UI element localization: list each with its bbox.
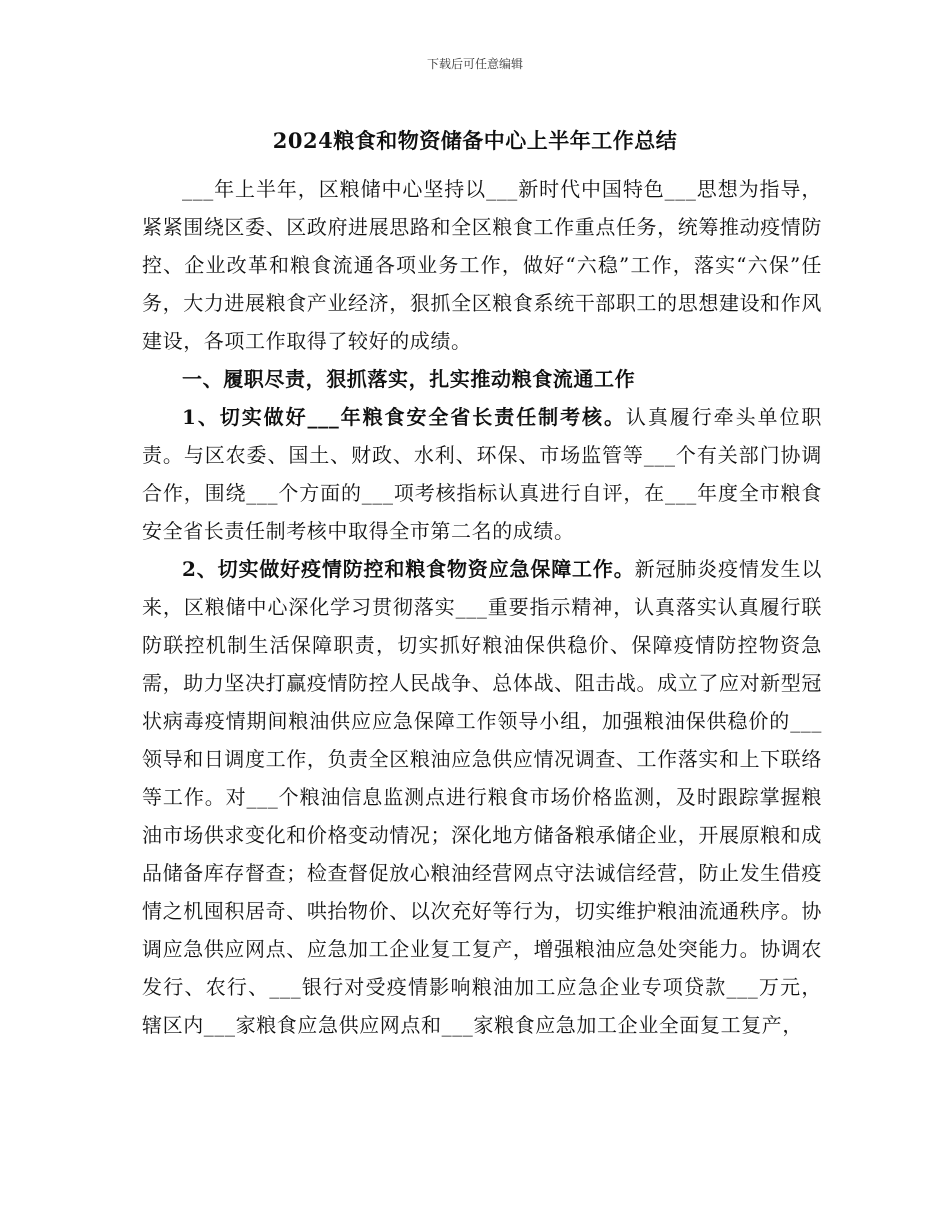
item-1-body: 认真履行牵头单位职责。与区农委、国土、财政、水利、环保、市场监管等___个有关部门协调合作，围绕___个方面的___项考核指标认真进行自评，在___年度全市粮食安全省长责任制考核中取得全市第二名的成绩。 <box>142 405 822 543</box>
item-2-body: 新冠肺炎疫情发生以来，区粮储中心深化学习贯彻落实___重要指示精神，认真落实认真履行联防联控机制生活保障职责，切实抓好粮油保供稳价、保障疫情防控物资急需，助力坚决打赢疫情防控人民战争、总体战、阻击战。成立了应对新型冠状病毒疫情期间粮油供应应急保障工作领导小组，加强粮油保供稳价的___领导和日调度工作，负责全区粮油应急供应情况调查、工作落实和上下联络等工作。对___个粮油信息监测点进行粮食市场价格监测，及时跟踪掌握粮油市场供求变化和价格变动情况；深化地方储备粮承储企业，开展原粮和成品储备库存督查；检查督促放心粮油经营网点守法诚信经营，防止发生借疫情之机囤积居奇、哄抬物价、以次充好等行为，切实维护粮油流通秩序。协调应急供应网点、应急加工企业复工复产，增强粮油应急处突能力。协调农发行、农行、___银行对受疫情影响粮油加工应急企业专项贷款___万元，辖区内___家粮食应急供应网点和___家粮食应急加工企业全面复工复产， <box>142 557 822 1037</box>
header-note: 下载后可任意编辑 <box>426 57 523 71</box>
document-body <box>142 170 822 1044</box>
item-2-lead: 2、切实做好疫情防控和粮食物资应急保障工作。 <box>182 557 635 581</box>
intro-paragraph: ___年上半年，区粮储中心坚持以___新时代中国特色___思想为指导，紧紧围绕区委、区政府进展思路和全区粮食工作重点任务，统筹推动疫情防控、企业改革和粮食流通各项业务工作，做好“六稳”工作，落实“六保”任务，大力进展粮食产业经济，狠抓全区粮食系统干部职工的思想建设和作风建设，各项工作取得了较好的成绩。 <box>142 177 822 353</box>
document-title: 2024粮食和物资储备中心上半年工作总结 <box>272 128 678 153</box>
item-2-paragraph <box>142 550 822 1044</box>
item-1-paragraph <box>142 398 822 550</box>
item-1-lead: 1、切实做好___年粮食安全省长责任制考核。 <box>182 405 626 429</box>
section-1-heading: 一、履职尽责，狠抓落实，扎实推动粮食流通工作 <box>182 367 636 391</box>
